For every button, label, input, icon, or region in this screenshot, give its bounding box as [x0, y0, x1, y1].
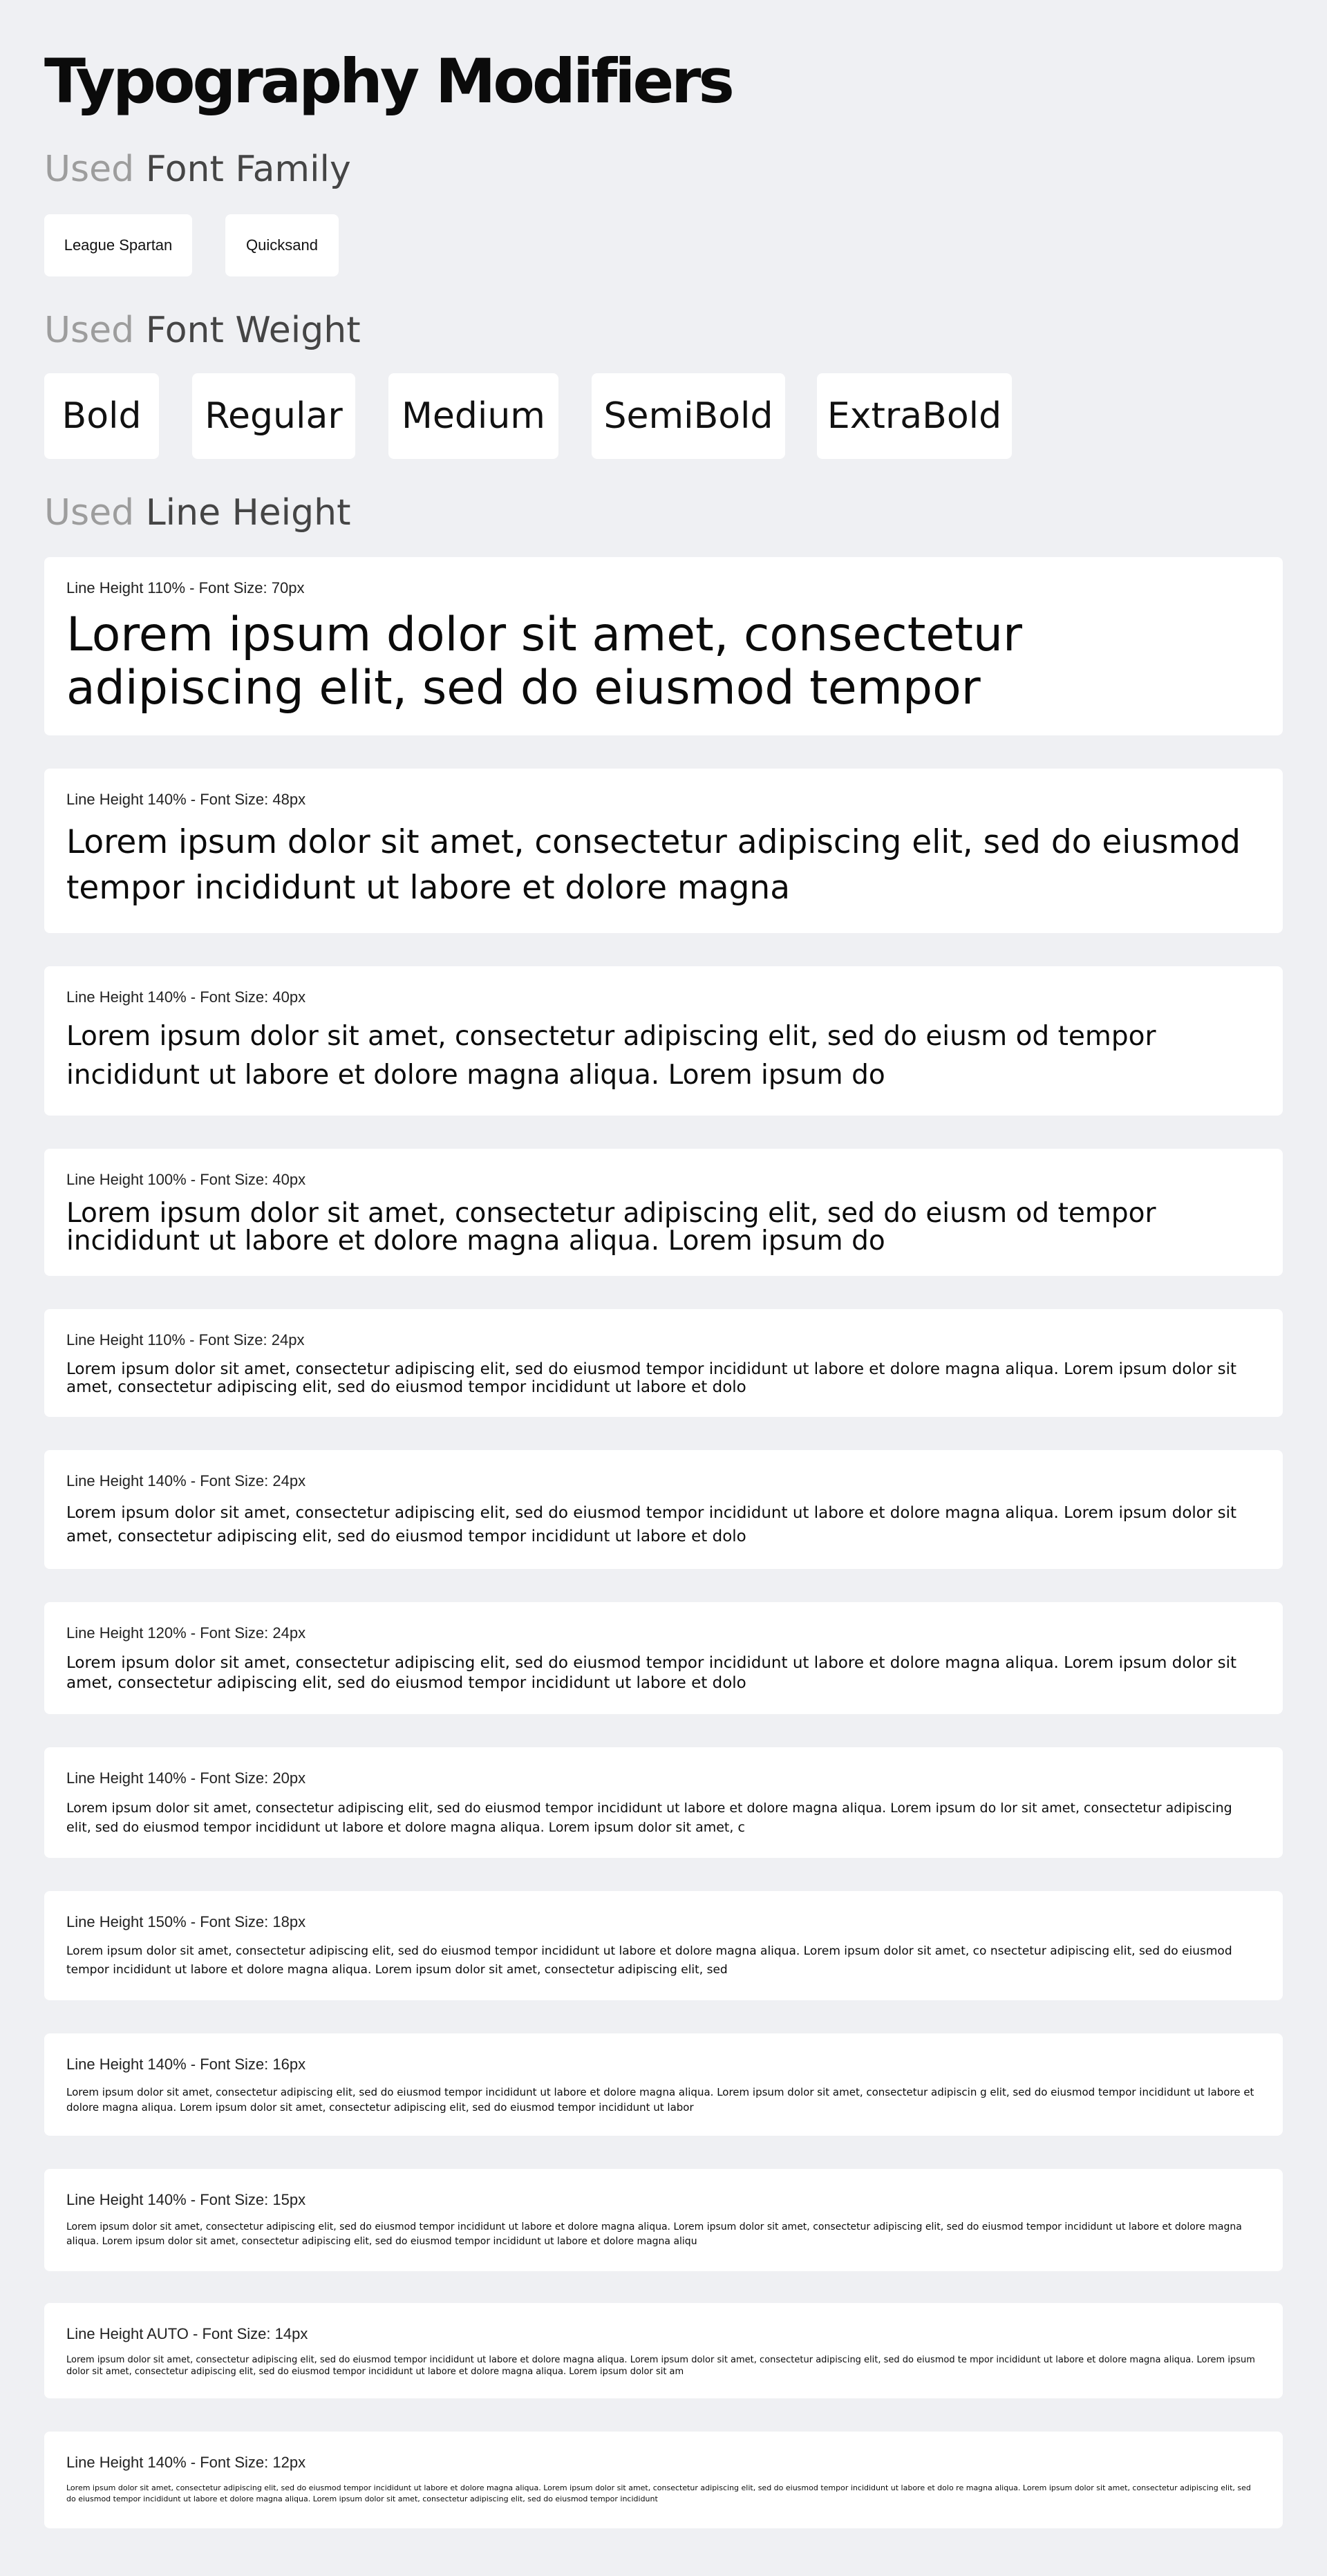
- section-heading-line-height: [44, 492, 350, 534]
- card-label: Line Height 150% - Font Size: 18px: [66, 1913, 306, 1930]
- section-heading-font-weight: [44, 310, 361, 351]
- card-label: Line Height 110% - Font Size: 70px: [66, 579, 305, 596]
- line-height-card: [44, 2432, 1283, 2528]
- card-label: Line Height 140% - Font Size: 24px: [66, 1472, 306, 1489]
- section-label: Line Height: [145, 492, 351, 534]
- sample-text: Lorem ipsum dolor sit amet, consectetur adipiscing elit, sed do eiusmod tempor: [66, 608, 1022, 715]
- chip-label: League Spartan: [64, 236, 173, 254]
- line-height-card: [44, 1309, 1283, 1417]
- section-label: Font Family: [145, 149, 351, 190]
- chip-label: Medium: [402, 395, 545, 437]
- section-heading-font-family: [44, 149, 351, 190]
- line-height-card: [44, 769, 1283, 933]
- chip-label: Bold: [62, 395, 142, 437]
- card-label: Line Height 140% - Font Size: 20px: [66, 1769, 306, 1787]
- sample-text: Lorem ipsum dolor sit amet, consectetur adipiscing elit, sed do eiusmod tempor incididunt ut labore et dolore magna aliqua. Lorem ipsum dolor sit amet, consectetur adipiscing elit, sed do eiusmod tempor incididunt ut labore et dolo: [66, 1504, 1237, 1545]
- sample-text: Lorem ipsum dolor sit amet, consectetur adipiscing elit, sed do eiusmod tempor incididunt ut labore et dolore magna aliqua. Lorem ipsum dolor sit amet, co nsectetur adipiscing elit, sed do eiusmod tempor incididunt ut labore et dolore magna aliqua. Lorem ipsum dolor sit amet, consectetur adipiscing elit, sed: [66, 1944, 1232, 1977]
- section-prefix: Used: [44, 492, 135, 534]
- line-height-card: [44, 966, 1283, 1116]
- sample-text: Lorem ipsum dolor sit amet, consectetur adipiscing elit, sed do eiusmod tempor incididunt ut labore et dolore magna aliqua. Lorem ipsum dolor sit amet, consectetur adipiscing elit, sed do eiusmod tempor incididunt ut labore et dolo re magna aliqua. Lorem ipsum dolor sit amet, consectetur adipiscing elit, sed do eiusmod tempor incididunt ut labore et dolore magna aliqua. Lorem ipsum dolor sit amet, consectetur adipiscing elit, sed do eiusmod tempor incididunt: [66, 2483, 1251, 2503]
- line-height-card: [44, 2033, 1283, 2136]
- sample-text: Lorem ipsum dolor sit amet, consectetur adipiscing elit, sed do eiusmod tempor incididunt ut labore et dolore magna aliqua. Lorem ipsum dolor sit amet, consectetur adipiscing elit, sed do eiusmod tempor incididunt ut labore et dolo: [66, 1360, 1237, 1396]
- font-weight-chip-regular: [192, 373, 355, 459]
- line-height-card: [44, 1602, 1283, 1714]
- chip-label: Regular: [205, 395, 343, 437]
- card-label: Line Height 140% - Font Size: 15px: [66, 2191, 306, 2208]
- sample-text: Lorem ipsum dolor sit amet, consectetur adipiscing elit, sed do eiusm od tempor incididunt ut labore et dolore magna aliqua. Lorem ipsum do: [66, 1198, 1156, 1257]
- section-prefix: Used: [44, 310, 135, 351]
- font-family-chip-league-spartan: [44, 214, 192, 276]
- font-weight-chip-bold: [44, 373, 159, 459]
- font-weight-chip-semibold: [592, 373, 785, 459]
- font-weight-chip-extrabold: [817, 373, 1012, 459]
- line-height-card: [44, 1891, 1283, 2000]
- section-label: Font Weight: [145, 310, 361, 351]
- chip-label: ExtraBold: [827, 395, 1002, 437]
- chip-label: SemiBold: [603, 395, 773, 437]
- line-height-card: [44, 1450, 1283, 1569]
- card-label: Line Height 140% - Font Size: 40px: [66, 988, 306, 1006]
- card-label: Line Height 120% - Font Size: 24px: [66, 1624, 306, 1642]
- card-label: Line Height AUTO - Font Size: 14px: [66, 2325, 308, 2342]
- card-label: Line Height 100% - Font Size: 40px: [66, 1171, 306, 1188]
- card-label: Line Height 110% - Font Size: 24px: [66, 1331, 305, 1348]
- section-prefix: Used: [44, 149, 135, 190]
- line-height-card: [44, 1747, 1283, 1858]
- sample-text: Lorem ipsum dolor sit amet, consectetur adipiscing elit, sed do eiusmod tempor incididunt ut labore et dolore magna aliqua. Lorem ipsum dolor sit amet, consectetur adipiscing elit, sed do eiusmod tempor incididunt ut labore et dolore magna aliqua. Lorem ipsum dolor sit amet, consectetur adipiscing elit, sed do eiusmod tempor incididunt ut labore et dolore magna aliqu: [66, 2221, 1242, 2247]
- sample-text: Lorem ipsum dolor sit amet, consectetur adipiscing elit, sed do eiusmod tempor incididunt ut labore et dolore magna: [66, 823, 1241, 907]
- line-height-card: [44, 557, 1283, 735]
- sample-text: Lorem ipsum dolor sit amet, consectetur adipiscing elit, sed do eiusmod tempor incididunt ut labore et dolore magna aliqua. Lorem ipsum dolor sit amet, consectetur adipiscing elit, sed do eiusmod tempor incididunt ut labore et dolo: [66, 1654, 1237, 1692]
- sample-text: Lorem ipsum dolor sit amet, consectetur adipiscing elit, sed do eiusmod tempor incididunt ut labore et dolore magna aliqua. Lorem ipsum dolor sit amet, consectetur adipiscin g elit, sed do eiusmod tempor incididunt ut labore et dolore magna aliqua. Lorem ipsum dolor sit amet, consectetur adipiscing elit, sed do eiusmod tempor incididunt ut labor: [66, 2086, 1254, 2114]
- card-label: Line Height 140% - Font Size: 16px: [66, 2056, 306, 2073]
- card-label: Line Height 140% - Font Size: 12px: [66, 2454, 306, 2471]
- line-height-card: [44, 2303, 1283, 2398]
- line-height-card: [44, 2169, 1283, 2271]
- sample-text: Lorem ipsum dolor sit amet, consectetur adipiscing elit, sed do eiusmod tempor incididunt ut labore et dolore magna aliqua. Lorem ipsum do lor sit amet, consectetur adipiscing elit, sed do eiusmod tempor incididunt ut labore et dolore magna aliqua. Lorem ipsum dolor sit amet, c: [66, 1801, 1232, 1835]
- page-title: Typography Modifiers: [44, 46, 732, 117]
- chip-label: Quicksand: [246, 236, 318, 254]
- sample-text: Lorem ipsum dolor sit amet, consectetur adipiscing elit, sed do eiusm od tempor incididunt ut labore et dolore magna aliqua. Lorem ipsum do: [66, 1021, 1156, 1091]
- font-weight-chip-medium: [388, 373, 558, 459]
- sample-text: Lorem ipsum dolor sit amet, consectetur adipiscing elit, sed do eiusmod tempor incididunt ut labore et dolore magna aliqua. Lorem ipsum dolor sit amet, consectetur adipiscing elit, sed do eiusmod te mpor incididunt ut labore et dolore magna aliqua. Lorem ipsum dolor sit amet, consectetur adipiscing elit, sed do eiusmod tempor incididunt ut labore et dolore magna aliqua. Lorem ipsum dolor sit am: [66, 2355, 1255, 2377]
- font-family-chip-quicksand: [225, 214, 339, 276]
- card-label: Line Height 140% - Font Size: 48px: [66, 791, 306, 808]
- line-height-card: [44, 1149, 1283, 1276]
